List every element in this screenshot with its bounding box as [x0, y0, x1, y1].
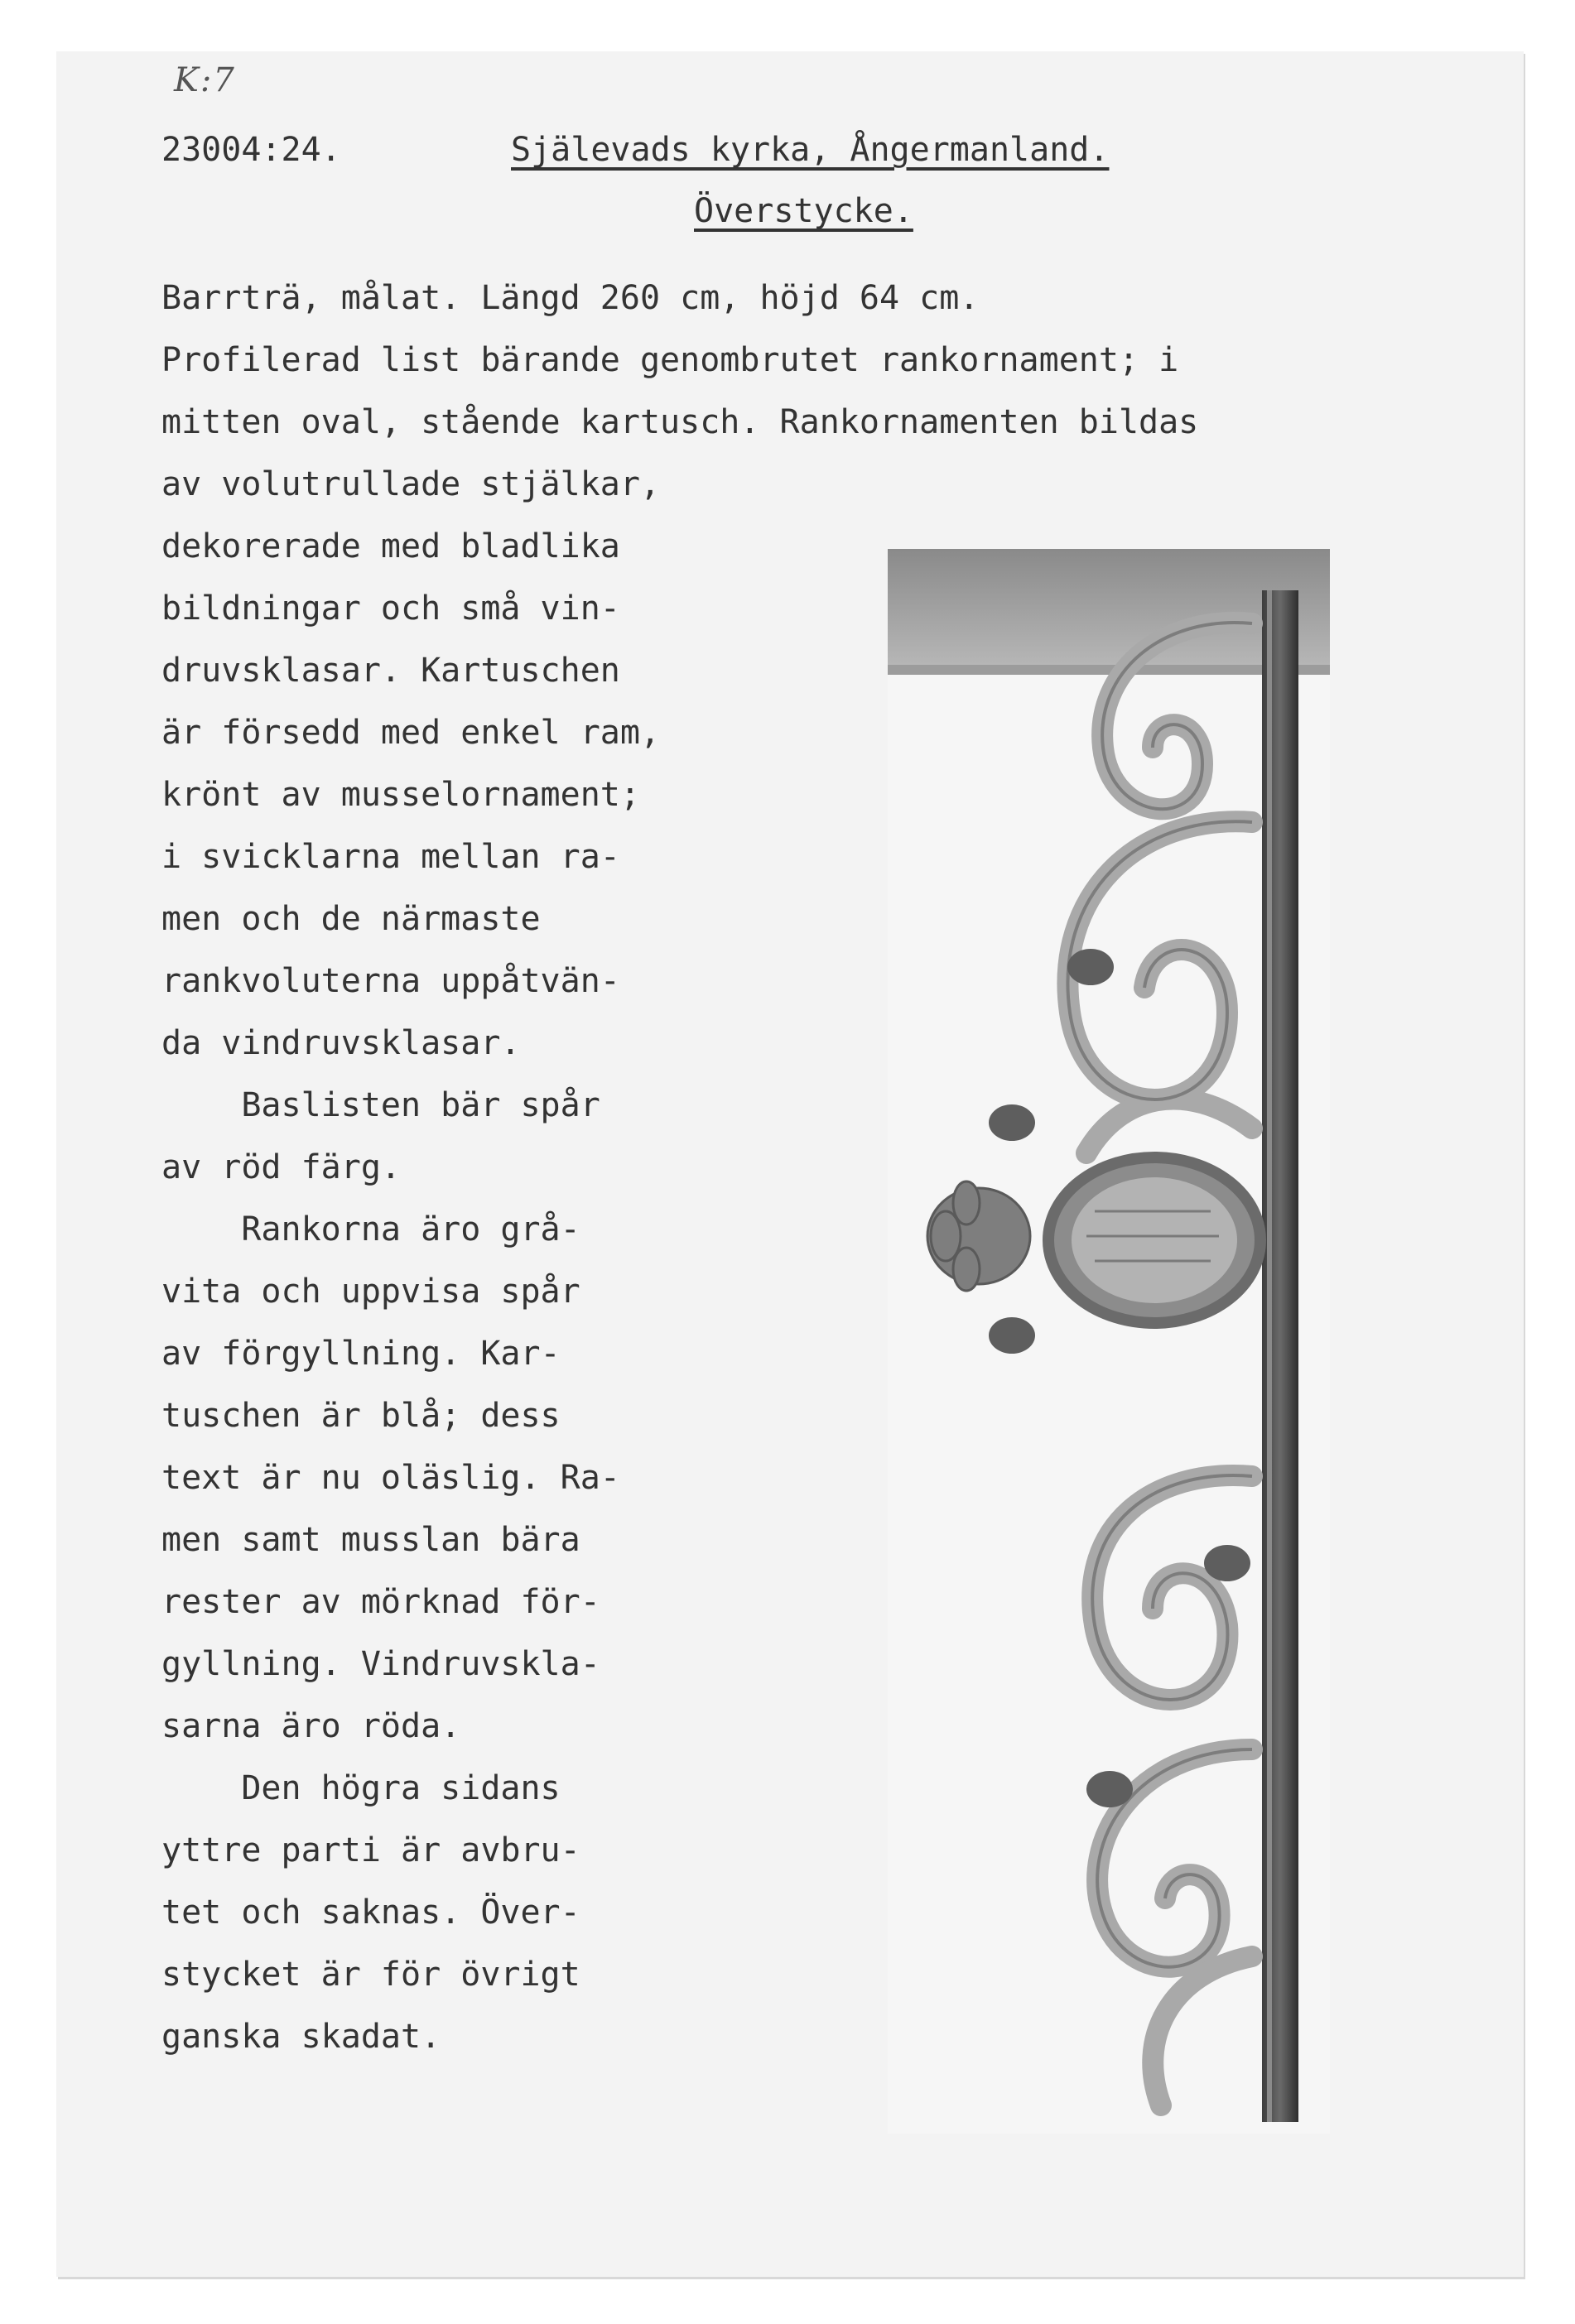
body-line: vita och uppvisa spår	[161, 1273, 580, 1311]
body-line: rankvoluterna uppåtvän-	[161, 962, 620, 1000]
body-line: tuschen är blå; dess	[161, 1397, 561, 1435]
body-line: Den högra sidans	[161, 1769, 561, 1807]
catalog-number: 23004:24.	[161, 131, 341, 169]
body-line: krönt av musselornament;	[161, 776, 640, 814]
body-line: tet och saknas. Över-	[161, 1893, 580, 1932]
body-line: sarna äro röda.	[161, 1707, 461, 1745]
body-line: Baslisten bär spår	[161, 1086, 600, 1124]
body-line: gyllning. Vindruvskla-	[161, 1645, 600, 1683]
body-line: Rankorna äro grå-	[161, 1210, 580, 1249]
body-line: är försedd med enkel ram,	[161, 714, 661, 752]
body-line: text är nu oläslig. Ra-	[161, 1459, 620, 1497]
body-line: men och de närmaste	[161, 900, 541, 938]
body-line: da vindruvsklasar.	[161, 1024, 521, 1062]
object-title: Överstycke.	[694, 192, 913, 230]
body-line: men samt musslan bära	[161, 1521, 580, 1559]
ornament-photo-icon	[888, 549, 1330, 2134]
body-line: Barrträ, målat. Längd 260 cm, höjd 64 cm.	[161, 279, 980, 317]
body-line: ganska skadat.	[161, 2018, 441, 2056]
ornament-photo	[888, 549, 1330, 2134]
church-title: Själevads kyrka, Ångermanland.	[511, 131, 1110, 169]
body-line: av volutrullade stjälkar,	[161, 465, 661, 503]
body-line: Profilerad list bärande genombrutet rankornament; i	[161, 341, 1179, 379]
body-line: bildningar och små vin-	[161, 589, 620, 628]
body-line: yttre parti är avbru-	[161, 1831, 580, 1869]
body-line: av röd färg.	[161, 1148, 401, 1186]
body-line: mitten oval, stående kartusch. Rankornamenten bildas	[161, 403, 1199, 441]
body-line: av förgyllning. Kar-	[161, 1335, 561, 1373]
body-line: dekorerade med bladlika	[161, 527, 620, 565]
body-line: i svicklarna mellan ra-	[161, 838, 620, 876]
body-line: druvsklasar. Kartuschen	[161, 652, 620, 690]
body-line: stycket är för övrigt	[161, 1956, 580, 1994]
body-line: rester av mörknad för-	[161, 1583, 600, 1621]
handwritten-note: K:7	[174, 61, 236, 99]
